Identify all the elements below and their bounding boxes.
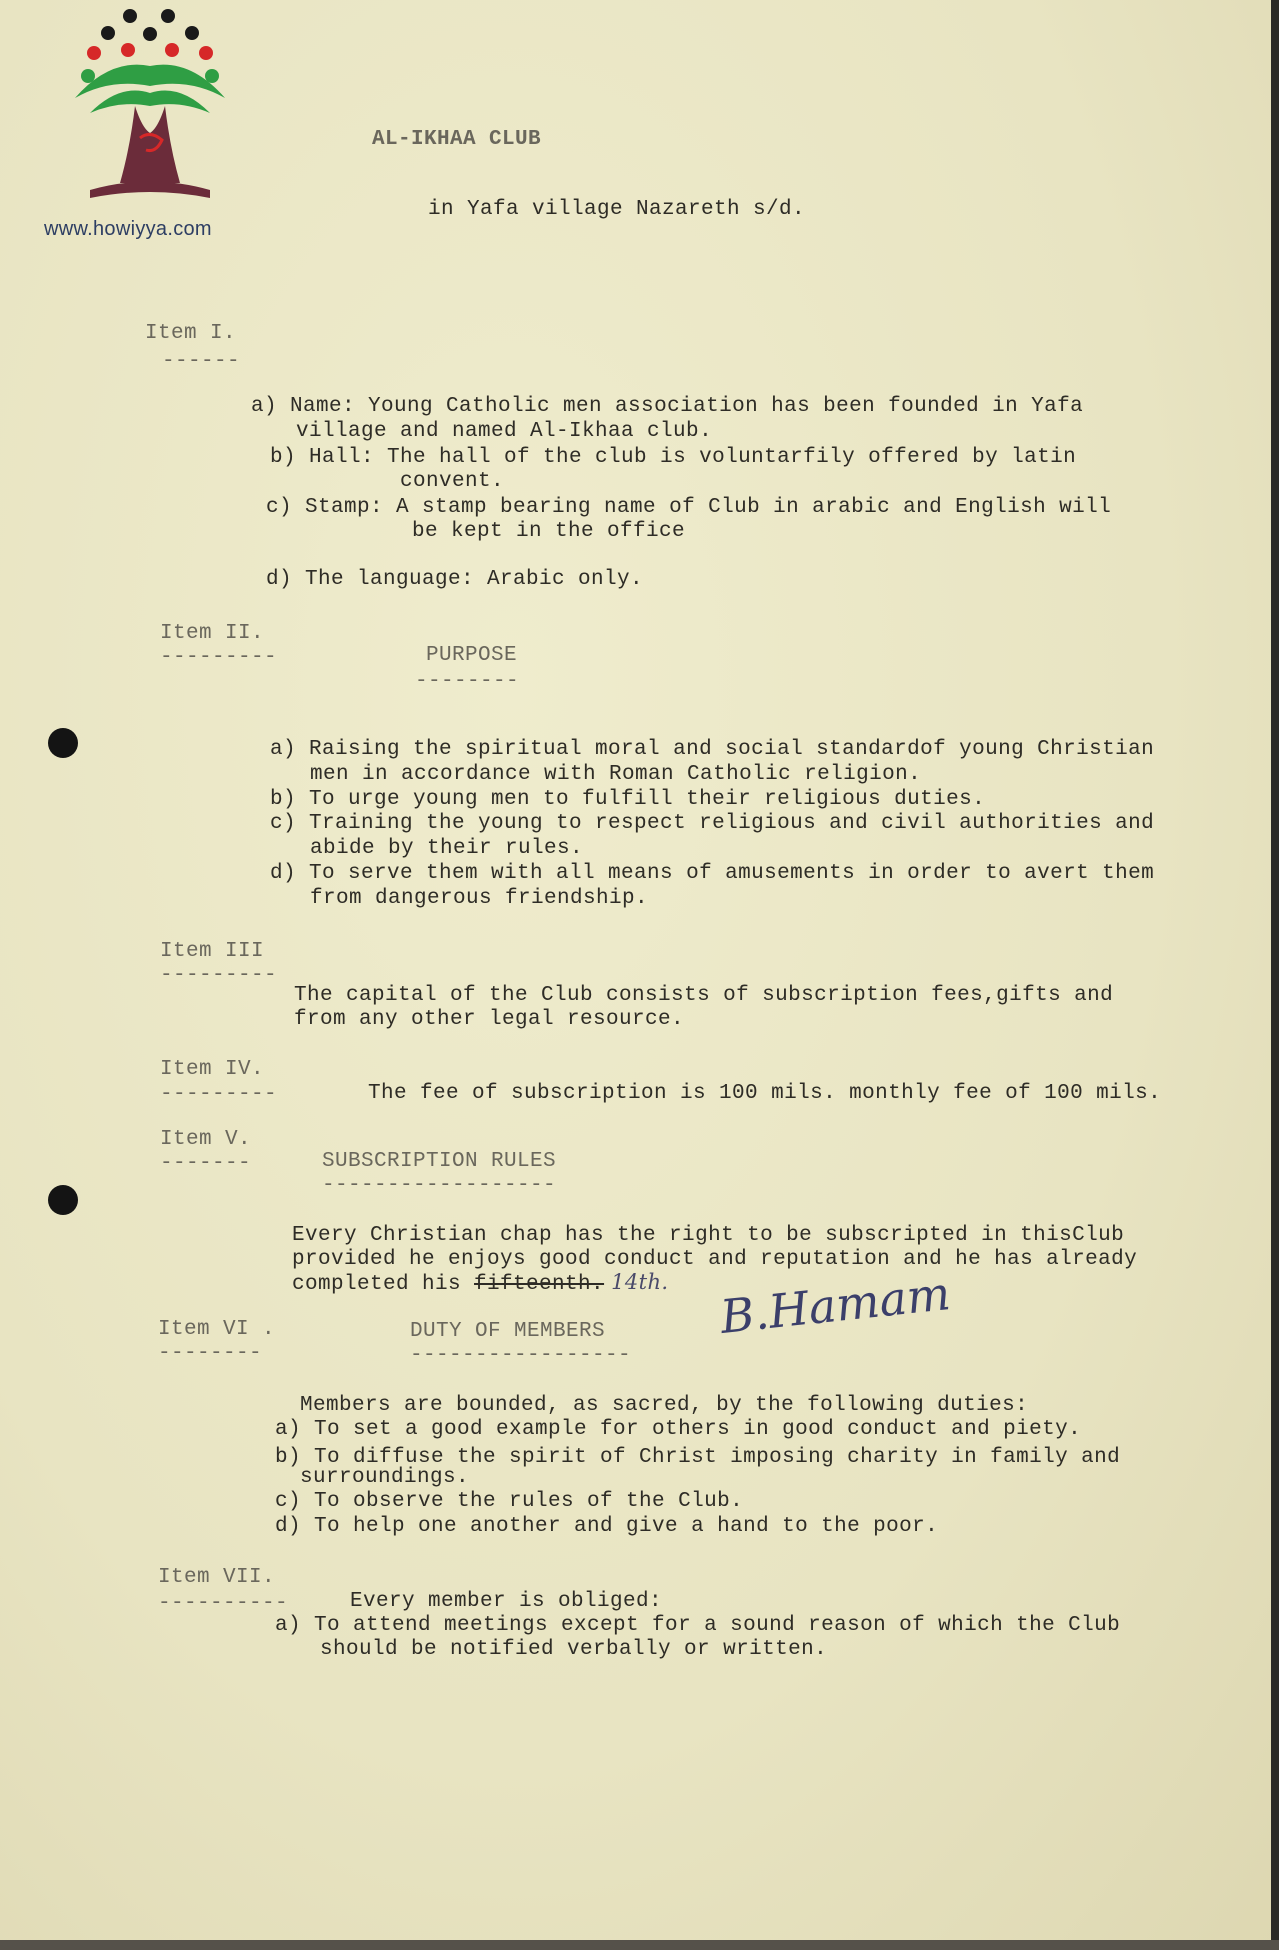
item-7-rule: ---------- [158, 1592, 289, 1615]
item-1-d-line1: d) The language: Arabic only. [266, 568, 644, 591]
item-5-line3-start: completed his [292, 1273, 475, 1296]
item-3-line2: from any other legal resource. [294, 1008, 685, 1031]
item-7-a-line1: a) To attend meetings except for a sound reason of which the Club [275, 1614, 1121, 1637]
item-5-handwritten-correction: 14th. [604, 1270, 669, 1294]
item-6-intro: Members are bounded, as sacred, by the following duties: [300, 1394, 1029, 1417]
club-location: in Yafa village Nazareth s/d. [428, 198, 806, 221]
item-6-b-line2: surroundings. [300, 1466, 470, 1489]
item-1-rule: ------ [162, 350, 241, 373]
item-6-rule: -------- [158, 1342, 263, 1365]
item-2-b-line1: b) To urge young men to fulfill their religious duties. [270, 788, 986, 811]
item-5-line2: provided he enjoys good conduct and reputation and he has already [292, 1248, 1138, 1271]
punch-hole-upper [48, 728, 78, 758]
item-7-a-line2: should be notified verbally or written. [320, 1638, 828, 1661]
item-6-b-line1: b) To diffuse the spirit of Christ imposing charity in family and [275, 1446, 1121, 1469]
item-5-rule: ------- [160, 1152, 252, 1175]
item-2-rule: --------- [160, 646, 278, 669]
item-3-heading: Item III [160, 940, 265, 963]
item-6-title-rule: ----------------- [410, 1344, 632, 1367]
item-6-a-line1: a) To set a good example for others in good conduct and piety. [275, 1418, 1082, 1441]
item-5-struck-word: fifteenth. [474, 1273, 605, 1296]
item-4-rule: --------- [160, 1083, 278, 1106]
item-2-c-line2: abide by their rules. [310, 837, 584, 860]
item-3-rule: --------- [160, 964, 278, 987]
item-5-line3 [292, 1270, 669, 1297]
item-2-d-line2: from dangerous friendship. [310, 887, 649, 910]
item-1-c-line1: c) Stamp: A stamp bearing name of Club in arabic and English will [266, 496, 1112, 519]
item-5-line1: Every Christian chap has the right to be subscripted in thisClub [292, 1224, 1125, 1247]
item-4-line1: The fee of subscription is 100 mils. monthly fee of 100 mils. [368, 1082, 1162, 1105]
item-2-a-line2: men in accordance with Roman Catholic religion. [310, 763, 922, 786]
item-2-d-line1: d) To serve them with all means of amusements in order to avert them [270, 862, 1155, 885]
item-6-heading: Item VI . [158, 1318, 276, 1341]
item-1-c-line2: be kept in the office [412, 520, 686, 543]
scan-edge-right [1271, 0, 1279, 1950]
item-1-a-line1: a) Name: Young Catholic men association has been founded in Yafa [251, 395, 1084, 418]
item-5-heading: Item V. [160, 1128, 252, 1151]
item-2-a-line1: a) Raising the spiritual moral and social standardof young Christian [270, 738, 1155, 761]
item-2-title-rule: -------- [415, 670, 520, 693]
item-2-heading: Item II. [160, 622, 265, 645]
punch-hole-lower [48, 1185, 78, 1215]
item-5-title-rule: ------------------ [322, 1174, 557, 1197]
item-4-heading: Item IV. [160, 1058, 265, 1081]
item-1-heading: Item I. [145, 322, 237, 345]
item-6-d-line1: d) To help one another and give a hand to the poor. [275, 1515, 939, 1538]
handwritten-signature: B.Hamam [717, 1266, 953, 1344]
item-1-b-line1: b) Hall: The hall of the club is voluntarfily offered by latin [270, 446, 1077, 469]
item-5-title: SUBSCRIPTION RULES [322, 1150, 557, 1173]
item-2-title: PURPOSE [426, 644, 518, 667]
item-7-heading: Item VII. [158, 1566, 276, 1589]
item-6-title: DUTY OF MEMBERS [410, 1320, 606, 1343]
item-1-a-line2: village and named Al-Ikhaa club. [296, 420, 713, 443]
item-3-line1: The capital of the Club consists of subscription fees,gifts and [294, 984, 1114, 1007]
item-6-c-line1: c) To observe the rules of the Club. [275, 1490, 744, 1513]
scan-edge-bottom [0, 1940, 1279, 1950]
item-2-c-line1: c) Training the young to respect religious and civil authorities and [270, 812, 1155, 835]
logo-website-url: www.howiyya.com [44, 218, 212, 240]
howiyya-tree-logo [70, 8, 230, 213]
club-title: AL-IKHAA CLUB [372, 128, 542, 151]
item-1-b-line2: convent. [400, 470, 505, 493]
item-7-intro: Every member is obliged: [350, 1590, 663, 1613]
